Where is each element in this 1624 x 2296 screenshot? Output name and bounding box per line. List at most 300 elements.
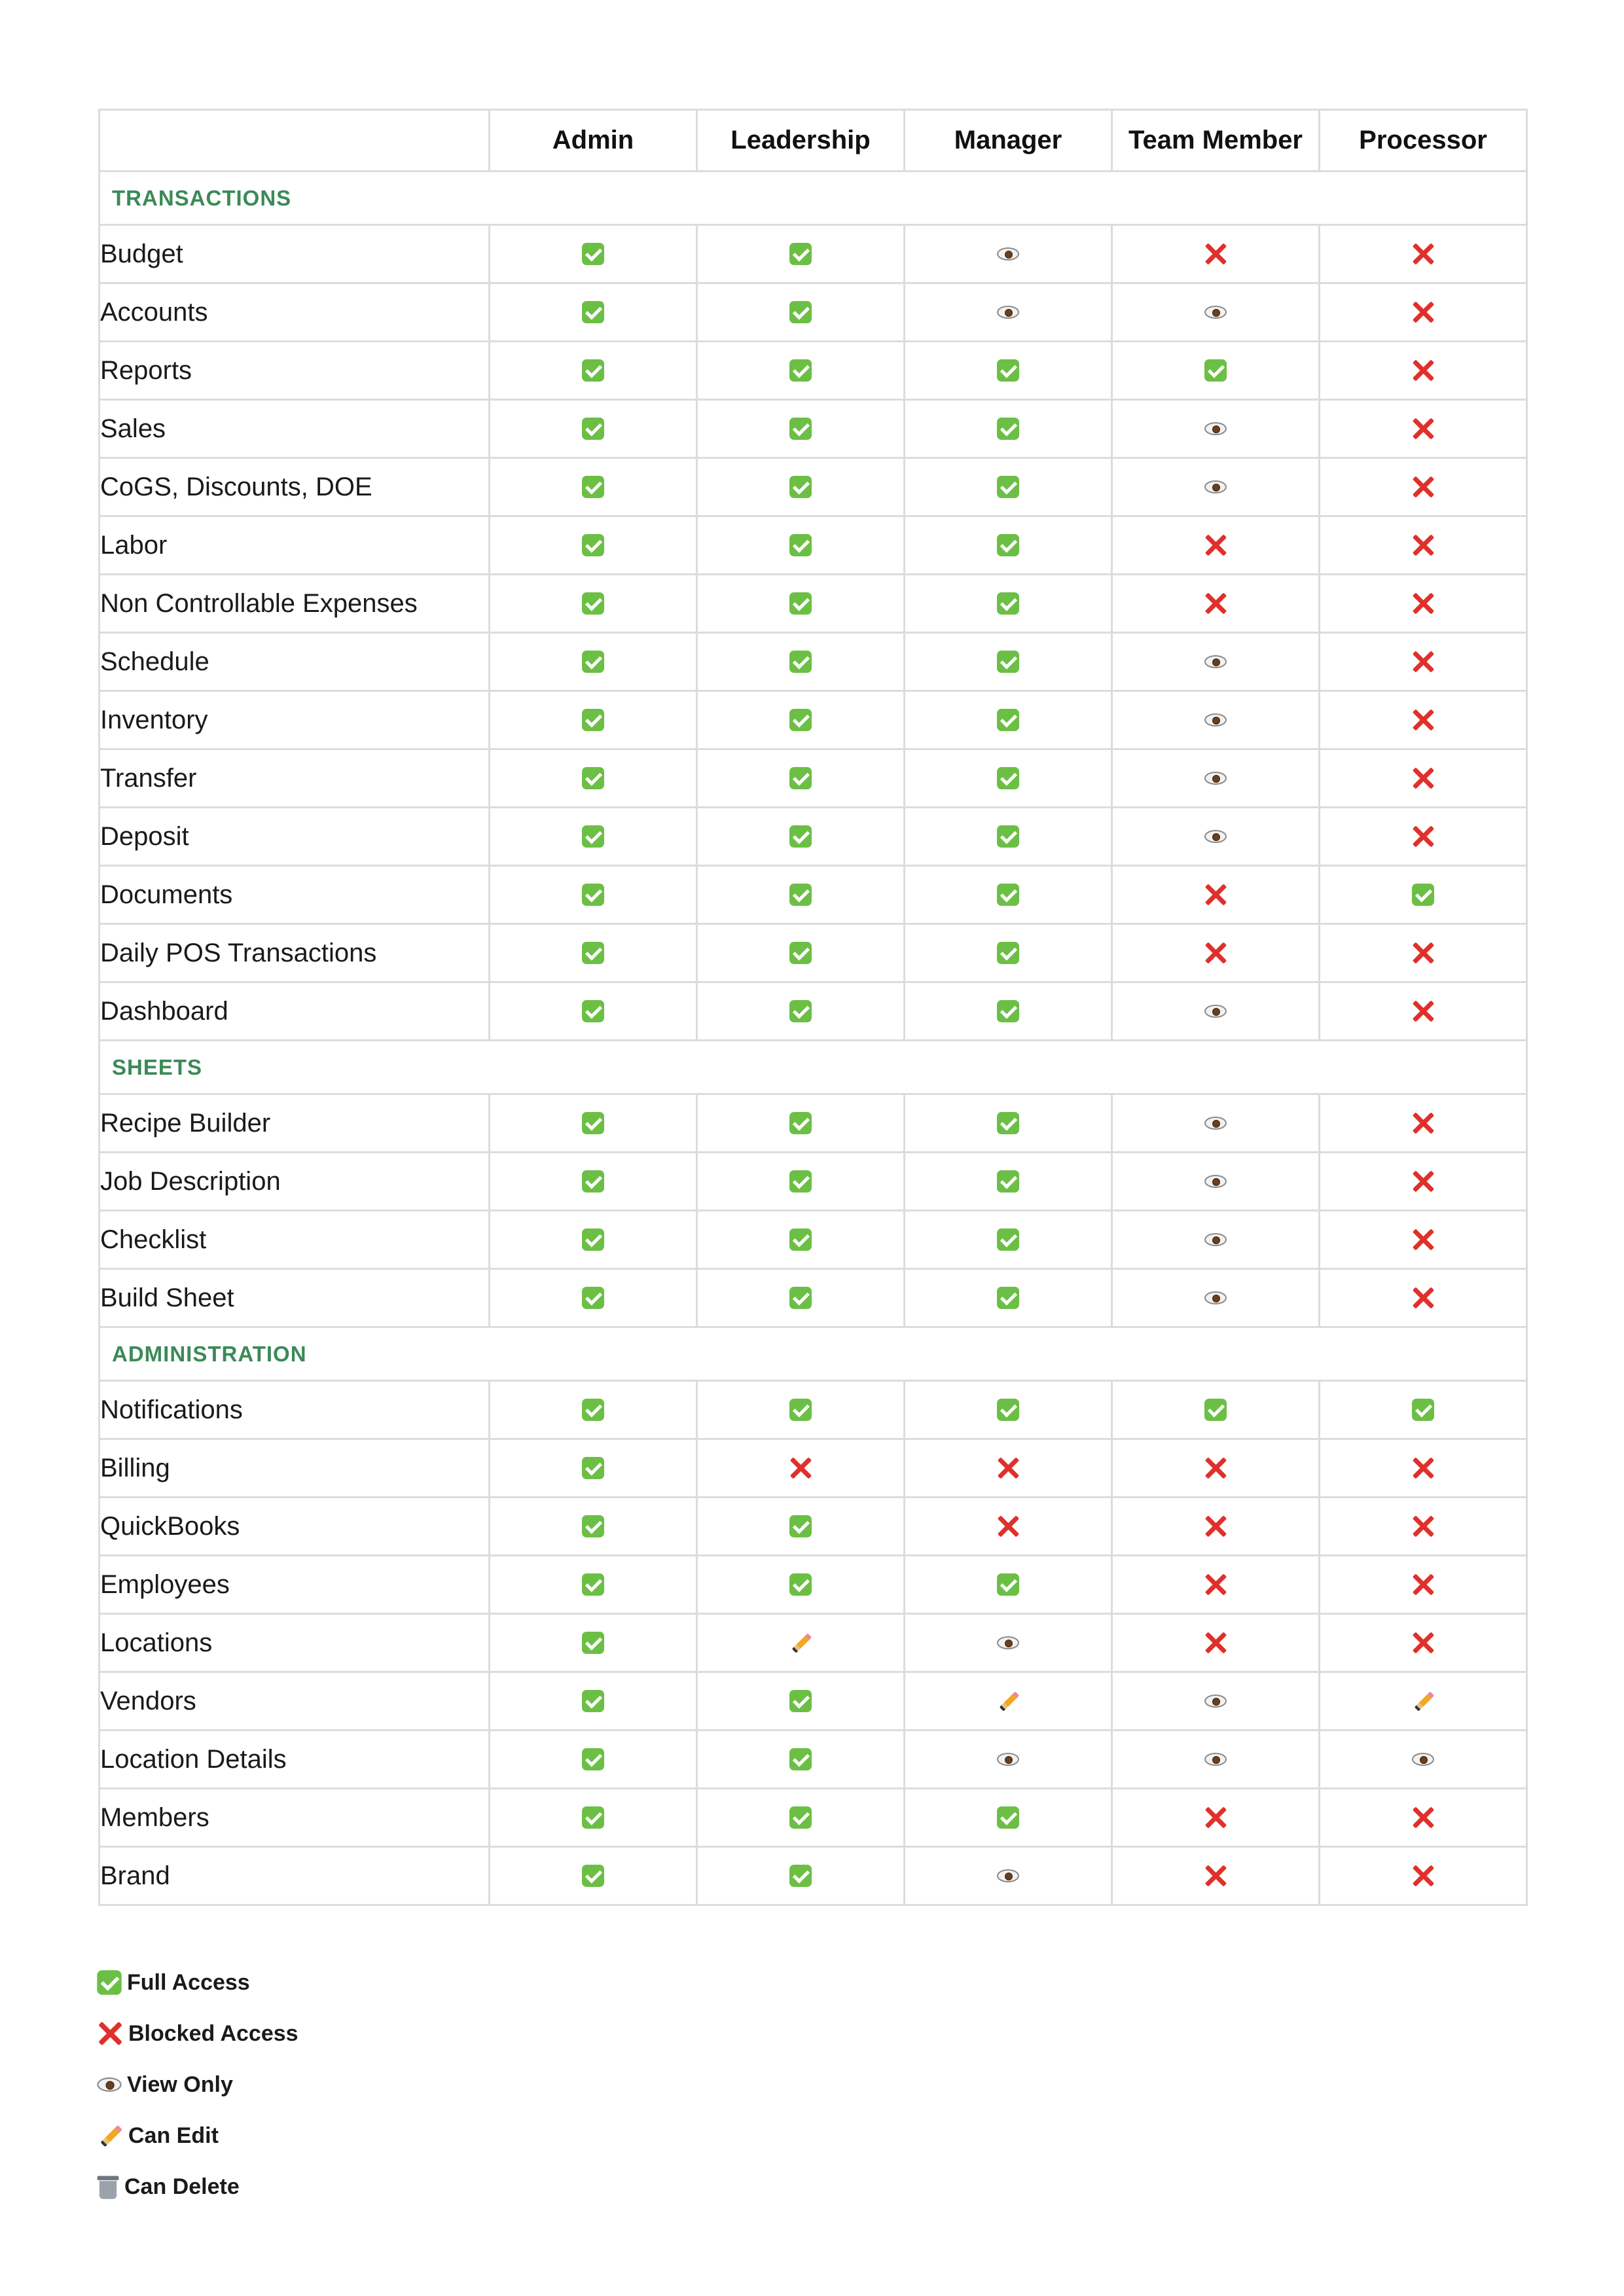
feature-name: Budget bbox=[99, 225, 490, 283]
eye-icon bbox=[997, 1869, 1019, 1882]
check-mark-icon bbox=[582, 884, 604, 906]
cross-mark-icon bbox=[1411, 941, 1435, 965]
access-cell-admin bbox=[490, 400, 697, 458]
cross-mark-icon bbox=[1411, 417, 1435, 440]
header-blank-cell bbox=[99, 110, 490, 171]
access-cell-leadership bbox=[697, 1439, 905, 1498]
access-cell-manager bbox=[905, 400, 1112, 458]
feature-name: Dashboard bbox=[99, 982, 490, 1041]
cross-mark-icon bbox=[1411, 766, 1435, 790]
access-cell-admin bbox=[490, 633, 697, 691]
check-mark-icon bbox=[997, 1573, 1019, 1596]
check-mark-icon bbox=[1412, 884, 1434, 906]
cross-mark-icon bbox=[1411, 1806, 1435, 1829]
access-cell-leadership bbox=[697, 866, 905, 924]
access-cell-processor bbox=[1320, 749, 1527, 808]
access-cell-admin bbox=[490, 516, 697, 575]
check-mark-icon bbox=[997, 1806, 1019, 1829]
access-cell-manager bbox=[905, 1498, 1112, 1556]
eye-icon bbox=[1204, 772, 1227, 785]
check-mark-icon bbox=[582, 1457, 604, 1479]
feature-name: Reports bbox=[99, 342, 490, 400]
access-cell-team-member bbox=[1112, 225, 1320, 283]
access-cell-manager bbox=[905, 633, 1112, 691]
access-cell-processor bbox=[1320, 225, 1527, 283]
access-cell-admin bbox=[490, 575, 697, 633]
access-cell-manager bbox=[905, 1789, 1112, 1847]
cross-mark-icon bbox=[1411, 1573, 1435, 1596]
access-cell-leadership bbox=[697, 400, 905, 458]
eye-icon bbox=[997, 1753, 1019, 1766]
check-mark-icon bbox=[582, 1170, 604, 1193]
access-cell-leadership bbox=[697, 516, 905, 575]
access-cell-admin bbox=[490, 458, 697, 516]
access-cell-leadership bbox=[697, 283, 905, 342]
access-cell-team-member bbox=[1112, 1614, 1320, 1672]
feature-name: Schedule bbox=[99, 633, 490, 691]
check-mark-icon bbox=[789, 942, 812, 964]
table-row bbox=[99, 400, 1527, 458]
cross-mark-icon bbox=[1204, 941, 1227, 965]
cross-mark-icon bbox=[996, 1456, 1020, 1480]
table-row bbox=[99, 633, 1527, 691]
check-mark-icon bbox=[97, 1970, 121, 1994]
permissions-table bbox=[98, 109, 1528, 1906]
access-cell-team-member bbox=[1112, 866, 1320, 924]
check-mark-icon bbox=[789, 1806, 812, 1829]
access-cell-team-member bbox=[1112, 1672, 1320, 1731]
check-mark-icon bbox=[789, 476, 812, 498]
access-cell-admin bbox=[490, 1269, 697, 1327]
table-row bbox=[99, 1672, 1527, 1731]
eye-icon bbox=[1412, 1753, 1434, 1766]
legend-label: Can Delete bbox=[124, 2174, 240, 2199]
access-cell-team-member bbox=[1112, 1153, 1320, 1211]
access-cell-leadership bbox=[697, 633, 905, 691]
access-cell-manager bbox=[905, 808, 1112, 866]
access-cell-manager bbox=[905, 575, 1112, 633]
check-mark-icon bbox=[789, 1865, 812, 1887]
check-mark-icon bbox=[582, 767, 604, 789]
table-row bbox=[99, 516, 1527, 575]
check-mark-icon bbox=[582, 942, 604, 964]
access-cell-team-member bbox=[1112, 516, 1320, 575]
check-mark-icon bbox=[582, 709, 604, 731]
access-cell-leadership bbox=[697, 924, 905, 982]
table-row bbox=[99, 1614, 1527, 1672]
cross-mark-icon bbox=[1411, 592, 1435, 615]
check-mark-icon bbox=[582, 1573, 604, 1596]
access-cell-processor bbox=[1320, 1381, 1527, 1439]
cross-mark-icon bbox=[1411, 1228, 1435, 1251]
check-mark-icon bbox=[997, 651, 1019, 673]
pencil-icon bbox=[97, 2123, 123, 2149]
check-mark-icon bbox=[582, 418, 604, 440]
cross-mark-icon bbox=[1204, 1631, 1227, 1655]
access-cell-manager bbox=[905, 1211, 1112, 1269]
access-cell-admin bbox=[490, 342, 697, 400]
access-cell-admin bbox=[490, 924, 697, 982]
access-cell-leadership bbox=[697, 1847, 905, 1905]
check-mark-icon bbox=[582, 592, 604, 615]
check-mark-icon bbox=[997, 534, 1019, 556]
check-mark-icon bbox=[997, 418, 1019, 440]
check-mark-icon bbox=[789, 884, 812, 906]
cross-mark-icon bbox=[1411, 825, 1435, 848]
access-cell-team-member bbox=[1112, 633, 1320, 691]
access-cell-team-member bbox=[1112, 1439, 1320, 1498]
cross-mark-icon bbox=[1411, 999, 1435, 1023]
access-cell-manager bbox=[905, 225, 1112, 283]
eye-icon bbox=[1204, 713, 1227, 726]
eye-icon bbox=[1204, 1233, 1227, 1246]
role-header-leadership: Leadership bbox=[697, 110, 905, 171]
table-row bbox=[99, 866, 1527, 924]
check-mark-icon bbox=[997, 1000, 1019, 1022]
check-mark-icon bbox=[582, 1632, 604, 1654]
access-cell-processor bbox=[1320, 1789, 1527, 1847]
pencil-icon bbox=[1411, 1689, 1435, 1713]
access-cell-admin bbox=[490, 808, 697, 866]
access-cell-manager bbox=[905, 516, 1112, 575]
access-cell-processor bbox=[1320, 1614, 1527, 1672]
eye-icon bbox=[1204, 1005, 1227, 1018]
check-mark-icon bbox=[997, 884, 1019, 906]
role-header-processor: Processor bbox=[1320, 110, 1527, 171]
check-mark-icon bbox=[789, 1515, 812, 1537]
access-cell-processor bbox=[1320, 1094, 1527, 1153]
access-cell-processor bbox=[1320, 458, 1527, 516]
feature-name: Location Details bbox=[99, 1731, 490, 1789]
check-mark-icon bbox=[582, 1000, 604, 1022]
access-cell-leadership bbox=[697, 982, 905, 1041]
access-cell-team-member bbox=[1112, 691, 1320, 749]
role-header-team-member: Team Member bbox=[1112, 110, 1320, 171]
access-cell-manager bbox=[905, 924, 1112, 982]
access-cell-admin bbox=[490, 1094, 697, 1153]
access-cell-processor bbox=[1320, 808, 1527, 866]
table-row bbox=[99, 1847, 1527, 1905]
access-cell-manager bbox=[905, 866, 1112, 924]
cross-mark-icon bbox=[1411, 475, 1435, 499]
table-row bbox=[99, 1439, 1527, 1498]
legend-label: Blocked Access bbox=[128, 2020, 298, 2046]
legend-item-blocked bbox=[98, 2008, 298, 2059]
access-cell-processor bbox=[1320, 1847, 1527, 1905]
access-cell-processor bbox=[1320, 516, 1527, 575]
access-cell-team-member bbox=[1112, 575, 1320, 633]
check-mark-icon bbox=[789, 1170, 812, 1193]
access-cell-team-member bbox=[1112, 749, 1320, 808]
access-cell-team-member bbox=[1112, 283, 1320, 342]
check-mark-icon bbox=[789, 301, 812, 323]
cross-mark-icon bbox=[1411, 533, 1435, 557]
access-cell-manager bbox=[905, 283, 1112, 342]
access-cell-leadership bbox=[697, 458, 905, 516]
table-row bbox=[99, 1153, 1527, 1211]
access-cell-team-member bbox=[1112, 1789, 1320, 1847]
access-cell-manager bbox=[905, 1556, 1112, 1614]
table-row bbox=[99, 749, 1527, 808]
table-row bbox=[99, 283, 1527, 342]
access-cell-processor bbox=[1320, 1153, 1527, 1211]
access-cell-leadership bbox=[697, 342, 905, 400]
feature-name: Notifications bbox=[99, 1381, 490, 1439]
feature-name: CoGS, Discounts, DOE bbox=[99, 458, 490, 516]
check-mark-icon bbox=[582, 534, 604, 556]
section-header-row bbox=[99, 1327, 1527, 1381]
check-mark-icon bbox=[789, 651, 812, 673]
check-mark-icon bbox=[582, 651, 604, 673]
cross-mark-icon bbox=[1204, 533, 1227, 557]
legend-item-view bbox=[98, 2059, 298, 2110]
access-cell-admin bbox=[490, 982, 697, 1041]
table-row bbox=[99, 924, 1527, 982]
access-cell-team-member bbox=[1112, 982, 1320, 1041]
access-cell-admin bbox=[490, 1556, 697, 1614]
access-cell-team-member bbox=[1112, 1731, 1320, 1789]
table-row bbox=[99, 1498, 1527, 1556]
feature-name: Non Controllable Expenses bbox=[99, 575, 490, 633]
check-mark-icon bbox=[582, 1112, 604, 1134]
access-cell-leadership bbox=[697, 808, 905, 866]
access-cell-processor bbox=[1320, 1439, 1527, 1498]
feature-name: Labor bbox=[99, 516, 490, 575]
table-row bbox=[99, 1556, 1527, 1614]
check-mark-icon bbox=[997, 1287, 1019, 1309]
section-header-row bbox=[99, 1041, 1527, 1094]
eye-icon bbox=[1204, 480, 1227, 493]
legend-label: Can Edit bbox=[128, 2123, 219, 2148]
access-cell-leadership bbox=[697, 1731, 905, 1789]
check-mark-icon bbox=[789, 359, 812, 382]
access-cell-manager bbox=[905, 1153, 1112, 1211]
eye-icon bbox=[1204, 1695, 1227, 1708]
access-cell-admin bbox=[490, 1614, 697, 1672]
access-cell-manager bbox=[905, 1672, 1112, 1731]
table-row bbox=[99, 1094, 1527, 1153]
access-cell-processor bbox=[1320, 866, 1527, 924]
feature-name: Members bbox=[99, 1789, 490, 1847]
access-cell-manager bbox=[905, 1269, 1112, 1327]
role-header-manager: Manager bbox=[905, 110, 1112, 171]
check-mark-icon bbox=[789, 1112, 812, 1134]
feature-name: Locations bbox=[99, 1614, 490, 1672]
table-row bbox=[99, 1381, 1527, 1439]
access-cell-leadership bbox=[697, 1153, 905, 1211]
access-cell-processor bbox=[1320, 575, 1527, 633]
eye-icon bbox=[997, 1636, 1019, 1649]
section-title: TRANSACTIONS bbox=[99, 171, 1527, 225]
access-cell-processor bbox=[1320, 400, 1527, 458]
table-row bbox=[99, 575, 1527, 633]
check-mark-icon bbox=[582, 1690, 604, 1712]
pencil-icon bbox=[996, 1689, 1020, 1713]
check-mark-icon bbox=[789, 1573, 812, 1596]
access-cell-processor bbox=[1320, 924, 1527, 982]
eye-icon bbox=[1204, 655, 1227, 668]
check-mark-icon bbox=[997, 1170, 1019, 1193]
eye-icon bbox=[1204, 422, 1227, 435]
access-cell-manager bbox=[905, 1439, 1112, 1498]
access-cell-team-member bbox=[1112, 924, 1320, 982]
cross-mark-icon bbox=[1204, 592, 1227, 615]
cross-mark-icon bbox=[1411, 300, 1435, 324]
check-mark-icon bbox=[789, 767, 812, 789]
access-cell-processor bbox=[1320, 1672, 1527, 1731]
table-row bbox=[99, 458, 1527, 516]
feature-name: Daily POS Transactions bbox=[99, 924, 490, 982]
access-cell-leadership bbox=[697, 1498, 905, 1556]
feature-name: Checklist bbox=[99, 1211, 490, 1269]
cross-mark-icon bbox=[1411, 359, 1435, 382]
check-mark-icon bbox=[997, 476, 1019, 498]
feature-name: Brand bbox=[99, 1847, 490, 1905]
cross-mark-icon bbox=[1411, 1631, 1435, 1655]
legend-item-delete bbox=[98, 2161, 298, 2212]
cross-mark-icon bbox=[1204, 242, 1227, 266]
pencil-icon bbox=[789, 1631, 812, 1655]
cross-mark-icon bbox=[1411, 1286, 1435, 1310]
access-cell-leadership bbox=[697, 1556, 905, 1614]
table-row bbox=[99, 982, 1527, 1041]
feature-name: Sales bbox=[99, 400, 490, 458]
feature-name: Recipe Builder bbox=[99, 1094, 490, 1153]
legend-label: View Only bbox=[127, 2072, 233, 2097]
check-mark-icon bbox=[997, 825, 1019, 848]
access-cell-leadership bbox=[697, 1211, 905, 1269]
feature-name: Job Description bbox=[99, 1153, 490, 1211]
access-cell-manager bbox=[905, 342, 1112, 400]
access-cell-processor bbox=[1320, 982, 1527, 1041]
access-cell-team-member bbox=[1112, 342, 1320, 400]
table-row bbox=[99, 1269, 1527, 1327]
access-cell-leadership bbox=[697, 1094, 905, 1153]
access-cell-processor bbox=[1320, 633, 1527, 691]
section-title: SHEETS bbox=[99, 1041, 1527, 1094]
access-cell-processor bbox=[1320, 342, 1527, 400]
check-mark-icon bbox=[789, 534, 812, 556]
table-row bbox=[99, 808, 1527, 866]
check-mark-icon bbox=[997, 1112, 1019, 1134]
cross-mark-icon bbox=[1204, 883, 1227, 906]
feature-name: Build Sheet bbox=[99, 1269, 490, 1327]
access-cell-leadership bbox=[697, 1789, 905, 1847]
access-cell-admin bbox=[490, 225, 697, 283]
check-mark-icon bbox=[789, 1229, 812, 1251]
check-mark-icon bbox=[997, 942, 1019, 964]
check-mark-icon bbox=[1204, 1399, 1227, 1421]
cross-mark-icon bbox=[1411, 1515, 1435, 1538]
cross-mark-icon bbox=[1204, 1806, 1227, 1829]
cross-mark-icon bbox=[1204, 1573, 1227, 1596]
cross-mark-icon bbox=[1411, 1864, 1435, 1888]
access-cell-leadership bbox=[697, 575, 905, 633]
cross-mark-icon bbox=[1204, 1515, 1227, 1538]
check-mark-icon bbox=[582, 1287, 604, 1309]
access-cell-team-member bbox=[1112, 1211, 1320, 1269]
access-cell-leadership bbox=[697, 1381, 905, 1439]
access-cell-team-member bbox=[1112, 1847, 1320, 1905]
check-mark-icon bbox=[789, 1690, 812, 1712]
legend-item-full bbox=[98, 1957, 298, 2008]
eye-icon bbox=[1204, 830, 1227, 843]
table-row bbox=[99, 1211, 1527, 1269]
section-header-row bbox=[99, 171, 1527, 225]
access-cell-team-member bbox=[1112, 1498, 1320, 1556]
check-mark-icon bbox=[582, 1515, 604, 1537]
feature-name: Accounts bbox=[99, 283, 490, 342]
cross-mark-icon bbox=[1411, 1456, 1435, 1480]
access-cell-manager bbox=[905, 982, 1112, 1041]
check-mark-icon bbox=[789, 709, 812, 731]
access-cell-admin bbox=[490, 749, 697, 808]
access-cell-leadership bbox=[697, 1672, 905, 1731]
check-mark-icon bbox=[789, 1287, 812, 1309]
eye-icon bbox=[1204, 1175, 1227, 1188]
access-cell-leadership bbox=[697, 749, 905, 808]
role-header-admin: Admin bbox=[490, 110, 697, 171]
check-mark-icon bbox=[997, 359, 1019, 382]
feature-name: Deposit bbox=[99, 808, 490, 866]
access-cell-admin bbox=[490, 1672, 697, 1731]
eye-icon bbox=[1204, 1291, 1227, 1304]
access-cell-team-member bbox=[1112, 458, 1320, 516]
check-mark-icon bbox=[997, 709, 1019, 731]
check-mark-icon bbox=[789, 592, 812, 615]
check-mark-icon bbox=[789, 1000, 812, 1022]
legend bbox=[98, 1957, 298, 2212]
access-cell-processor bbox=[1320, 1556, 1527, 1614]
access-cell-team-member bbox=[1112, 400, 1320, 458]
access-cell-admin bbox=[490, 1439, 697, 1498]
table-row bbox=[99, 1789, 1527, 1847]
check-mark-icon bbox=[582, 1229, 604, 1251]
cross-mark-icon bbox=[1411, 650, 1435, 673]
check-mark-icon bbox=[1204, 359, 1227, 382]
access-cell-admin bbox=[490, 1847, 697, 1905]
access-cell-admin bbox=[490, 1153, 697, 1211]
cross-mark-icon bbox=[1204, 1456, 1227, 1480]
access-cell-admin bbox=[490, 866, 697, 924]
access-cell-manager bbox=[905, 1847, 1112, 1905]
access-cell-leadership bbox=[697, 1614, 905, 1672]
legend-label: Full Access bbox=[127, 1969, 250, 1995]
access-cell-team-member bbox=[1112, 1381, 1320, 1439]
eye-icon bbox=[1204, 306, 1227, 319]
check-mark-icon bbox=[582, 1865, 604, 1887]
eye-icon bbox=[997, 247, 1019, 260]
access-cell-processor bbox=[1320, 283, 1527, 342]
cross-mark-icon bbox=[1411, 242, 1435, 266]
access-cell-admin bbox=[490, 1498, 697, 1556]
check-mark-icon bbox=[582, 1748, 604, 1770]
feature-name: Documents bbox=[99, 866, 490, 924]
check-mark-icon bbox=[582, 243, 604, 265]
access-cell-team-member bbox=[1112, 1269, 1320, 1327]
cross-mark-icon bbox=[97, 2020, 123, 2047]
access-cell-manager bbox=[905, 1094, 1112, 1153]
permissions-body bbox=[99, 171, 1527, 1905]
access-cell-manager bbox=[905, 749, 1112, 808]
access-cell-team-member bbox=[1112, 1094, 1320, 1153]
access-cell-manager bbox=[905, 458, 1112, 516]
feature-name: QuickBooks bbox=[99, 1498, 490, 1556]
eye-icon bbox=[1204, 1753, 1227, 1766]
check-mark-icon bbox=[997, 592, 1019, 615]
feature-name: Vendors bbox=[99, 1672, 490, 1731]
table-row bbox=[99, 225, 1527, 283]
